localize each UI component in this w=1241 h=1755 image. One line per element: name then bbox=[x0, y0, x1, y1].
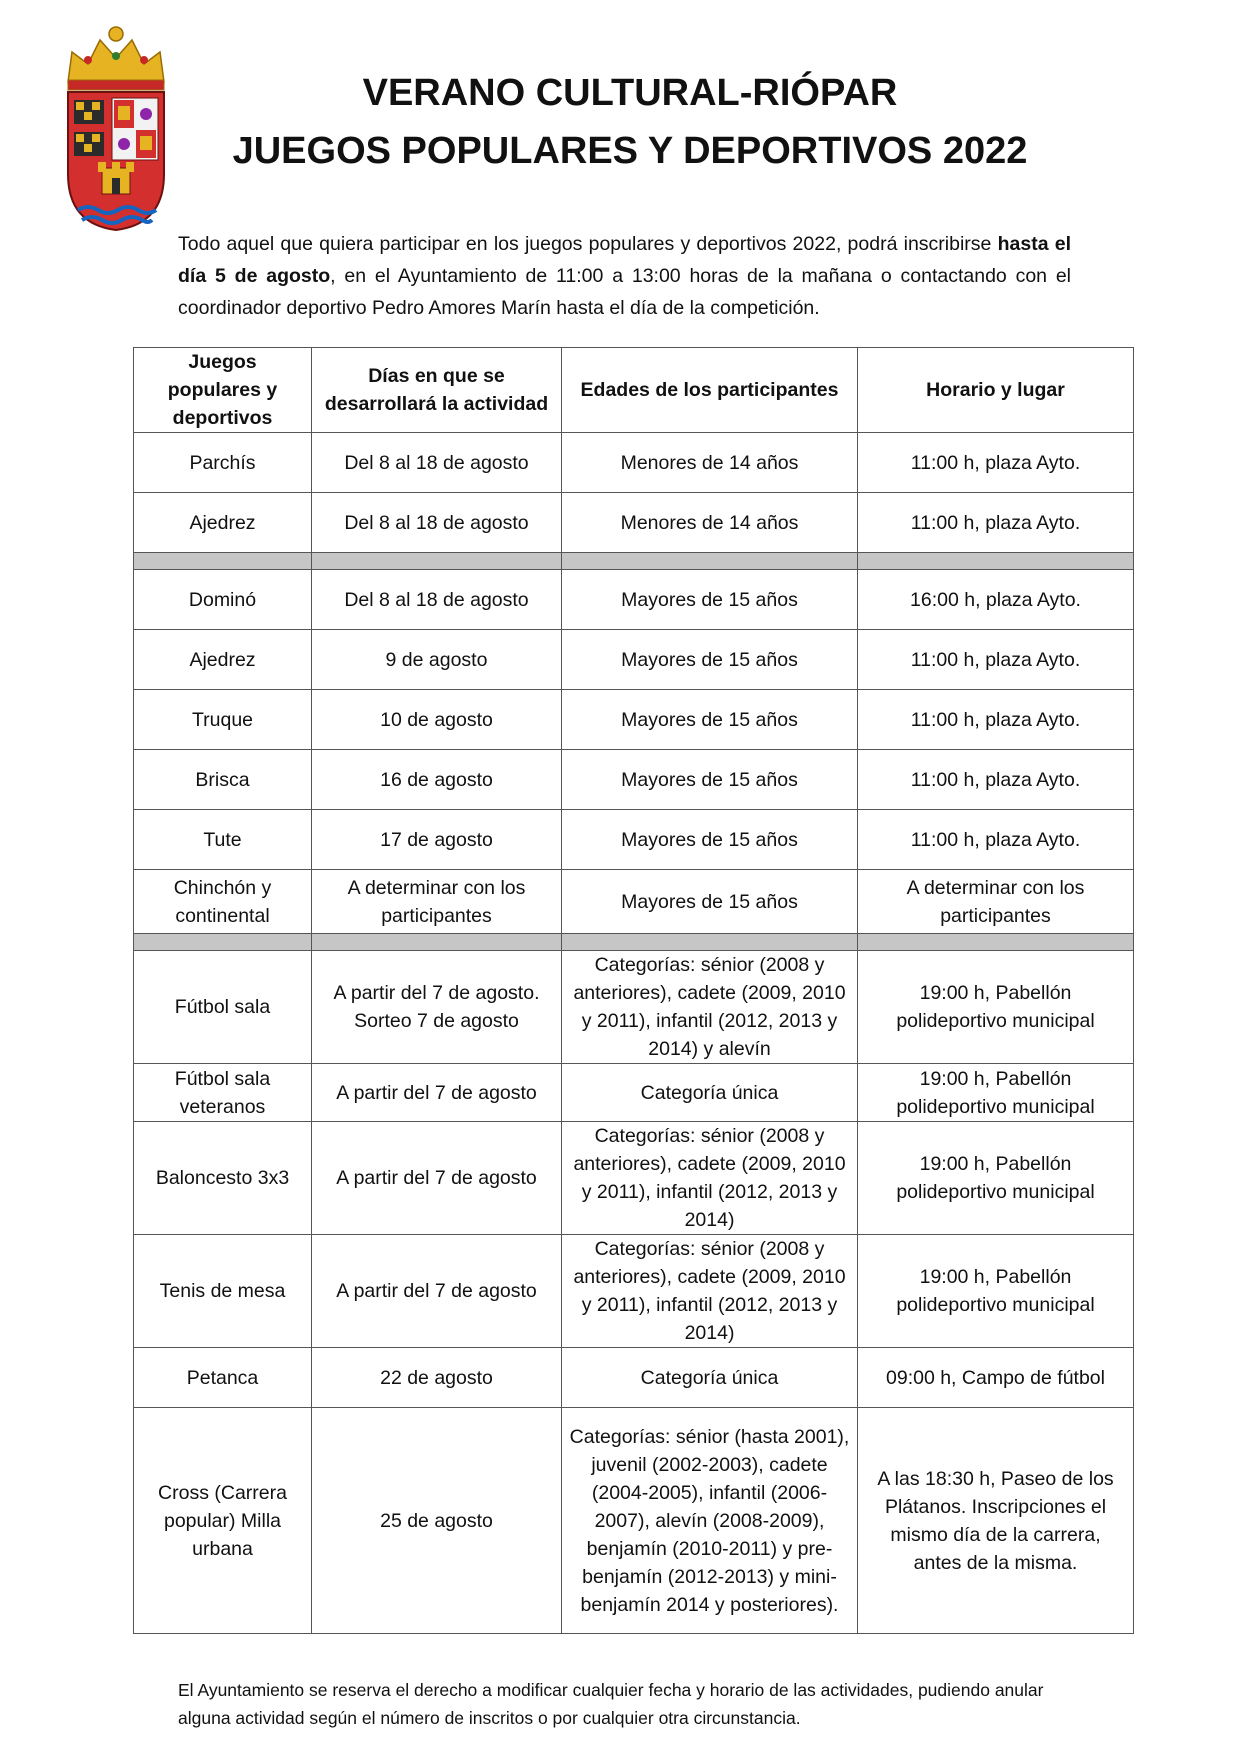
cell-time-place: 09:00 h, Campo de fútbol bbox=[858, 1348, 1134, 1408]
cell-days: 10 de agosto bbox=[312, 690, 562, 750]
cell-ages: Menores de 14 años bbox=[562, 493, 858, 553]
header-games: Juegos populares y deportivos bbox=[134, 348, 312, 433]
cell-ages: Categorías: sénior (2008 y anteriores), cadete (2009, 2010 y 2011), infantil (2012, 2013 y 2014) y alevín bbox=[562, 951, 858, 1064]
cell-game: Baloncesto 3x3 bbox=[134, 1122, 312, 1235]
cell-days: A partir del 7 de agosto bbox=[312, 1235, 562, 1348]
cell-days: A determinar con los participantes bbox=[312, 870, 562, 934]
table-row bbox=[134, 1122, 1134, 1235]
cell-ages: Mayores de 15 años bbox=[562, 690, 858, 750]
cell-game: Tenis de mesa bbox=[134, 1235, 312, 1348]
table-row bbox=[134, 750, 1134, 810]
cell-game: Ajedrez bbox=[134, 630, 312, 690]
table-row bbox=[134, 951, 1134, 1064]
header-days: Días en que se desarrollará la actividad bbox=[312, 348, 562, 433]
cell-time-place: 19:00 h, Pabellón polideportivo municipal bbox=[858, 1235, 1134, 1348]
cell-game: Parchís bbox=[134, 433, 312, 493]
table-row bbox=[134, 690, 1134, 750]
cell-days: A partir del 7 de agosto bbox=[312, 1064, 562, 1122]
cell-time-place: 11:00 h, plaza Ayto. bbox=[858, 630, 1134, 690]
cell-time-place: 11:00 h, plaza Ayto. bbox=[858, 750, 1134, 810]
cell-game: Fútbol sala veteranos bbox=[134, 1064, 312, 1122]
footer-note: El Ayuntamiento se reserva el derecho a modificar cualquier fecha y horario de las actividades, pudiendo anular alguna actividad según el número de inscritos o por cualquier otra circunstancia. bbox=[178, 1680, 1044, 1728]
cell-ages: Categorías: sénior (2008 y anteriores), cadete (2009, 2010 y 2011), infantil (2012, 2013 y 2014) bbox=[562, 1235, 858, 1348]
cell-game: Dominó bbox=[134, 570, 312, 630]
cell-game: Brisca bbox=[134, 750, 312, 810]
table-row bbox=[134, 630, 1134, 690]
cell-time-place: A determinar con los participantes bbox=[858, 870, 1134, 934]
table-row bbox=[134, 493, 1134, 553]
cell-days: 16 de agosto bbox=[312, 750, 562, 810]
cell-ages: Menores de 14 años bbox=[562, 433, 858, 493]
table-row bbox=[134, 870, 1134, 934]
cell-days: Del 8 al 18 de agosto bbox=[312, 570, 562, 630]
cell-time-place: 11:00 h, plaza Ayto. bbox=[858, 810, 1134, 870]
cell-ages: Mayores de 15 años bbox=[562, 870, 858, 934]
cell-time-place: 19:00 h, Pabellón polideportivo municipal bbox=[858, 1122, 1134, 1235]
cell-ages: Mayores de 15 años bbox=[562, 570, 858, 630]
table-row bbox=[134, 1408, 1134, 1634]
cell-ages: Categoría única bbox=[562, 1348, 858, 1408]
table-row bbox=[134, 1064, 1134, 1122]
intro-text-1: Todo aquel que quiera participar en los juegos populares y deportivos 2022, podrá inscribirse bbox=[178, 233, 998, 255]
cell-time-place: 11:00 h, plaza Ayto. bbox=[858, 433, 1134, 493]
cell-game: Fútbol sala bbox=[134, 951, 312, 1064]
header-time-place: Horario y lugar bbox=[858, 348, 1134, 433]
page-title bbox=[180, 64, 1080, 180]
cell-game: Chinchón y continental bbox=[134, 870, 312, 934]
cell-days: Del 8 al 18 de agosto bbox=[312, 433, 562, 493]
cell-time-place: 11:00 h, plaza Ayto. bbox=[858, 690, 1134, 750]
section-divider bbox=[134, 934, 1134, 951]
cell-ages: Categorías: sénior (2008 y anteriores), cadete (2009, 2010 y 2011), infantil (2012, 2013 y 2014) bbox=[562, 1122, 858, 1235]
cell-game: Tute bbox=[134, 810, 312, 870]
cell-ages: Categorías: sénior (hasta 2001), juvenil (2002-2003), cadete (2004-2005), infantil (2006-2007), alevín (2008-2009), benjamín (2010-2011) y pre-benjamín (2012-2013) y mini-benjamín 2014 y posteriores). bbox=[562, 1408, 858, 1634]
cell-time-place: A las 18:30 h, Paseo de los Plátanos. Inscripciones el mismo día de la carrera, antes de la misma. bbox=[858, 1408, 1134, 1634]
cell-days: 25 de agosto bbox=[312, 1408, 562, 1634]
title-line-1: VERANO CULTURAL-RIÓPAR bbox=[362, 72, 898, 114]
activities-table bbox=[133, 347, 1134, 1634]
cell-days: 9 de agosto bbox=[312, 630, 562, 690]
cell-game: Ajedrez bbox=[134, 493, 312, 553]
cell-days: A partir del 7 de agosto bbox=[312, 1122, 562, 1235]
header-ages: Edades de los participantes bbox=[562, 348, 858, 433]
coat-of-arms-logo bbox=[58, 24, 174, 234]
table-row bbox=[134, 433, 1134, 493]
cell-days: A partir del 7 de agosto. Sorteo 7 de agosto bbox=[312, 951, 562, 1064]
section-divider bbox=[134, 553, 1134, 570]
table-row bbox=[134, 570, 1134, 630]
cell-game: Cross (Carrera popular) Milla urbana bbox=[134, 1408, 312, 1634]
table-row bbox=[134, 810, 1134, 870]
cell-ages: Mayores de 15 años bbox=[562, 810, 858, 870]
table-header-row bbox=[134, 348, 1134, 433]
cell-days: Del 8 al 18 de agosto bbox=[312, 493, 562, 553]
cell-time-place: 19:00 h, Pabellón polideportivo municipal bbox=[858, 1064, 1134, 1122]
cell-ages: Mayores de 15 años bbox=[562, 630, 858, 690]
cell-days: 22 de agosto bbox=[312, 1348, 562, 1408]
intro-paragraph bbox=[178, 228, 1071, 324]
cell-time-place: 16:00 h, plaza Ayto. bbox=[858, 570, 1134, 630]
cell-time-place: 11:00 h, plaza Ayto. bbox=[858, 493, 1134, 553]
cell-ages: Categoría única bbox=[562, 1064, 858, 1122]
cell-ages: Mayores de 15 años bbox=[562, 750, 858, 810]
table-row bbox=[134, 1235, 1134, 1348]
title-line-2: JUEGOS POPULARES Y DEPORTIVOS 2022 bbox=[232, 130, 1028, 172]
intro-deadline: hasta el día 5 de agosto bbox=[178, 233, 1071, 287]
cell-game: Petanca bbox=[134, 1348, 312, 1408]
cell-days: 17 de agosto bbox=[312, 810, 562, 870]
intro-text-2: , en el Ayuntamiento de 11:00 a 13:00 horas de la mañana o contactando con el coordinador deportivo Pedro Amores Marín hasta el día de la competición. bbox=[178, 265, 1072, 319]
cell-time-place: 19:00 h, Pabellón polideportivo municipal bbox=[858, 951, 1134, 1064]
cell-game: Truque bbox=[134, 690, 312, 750]
table-row bbox=[134, 1348, 1134, 1408]
